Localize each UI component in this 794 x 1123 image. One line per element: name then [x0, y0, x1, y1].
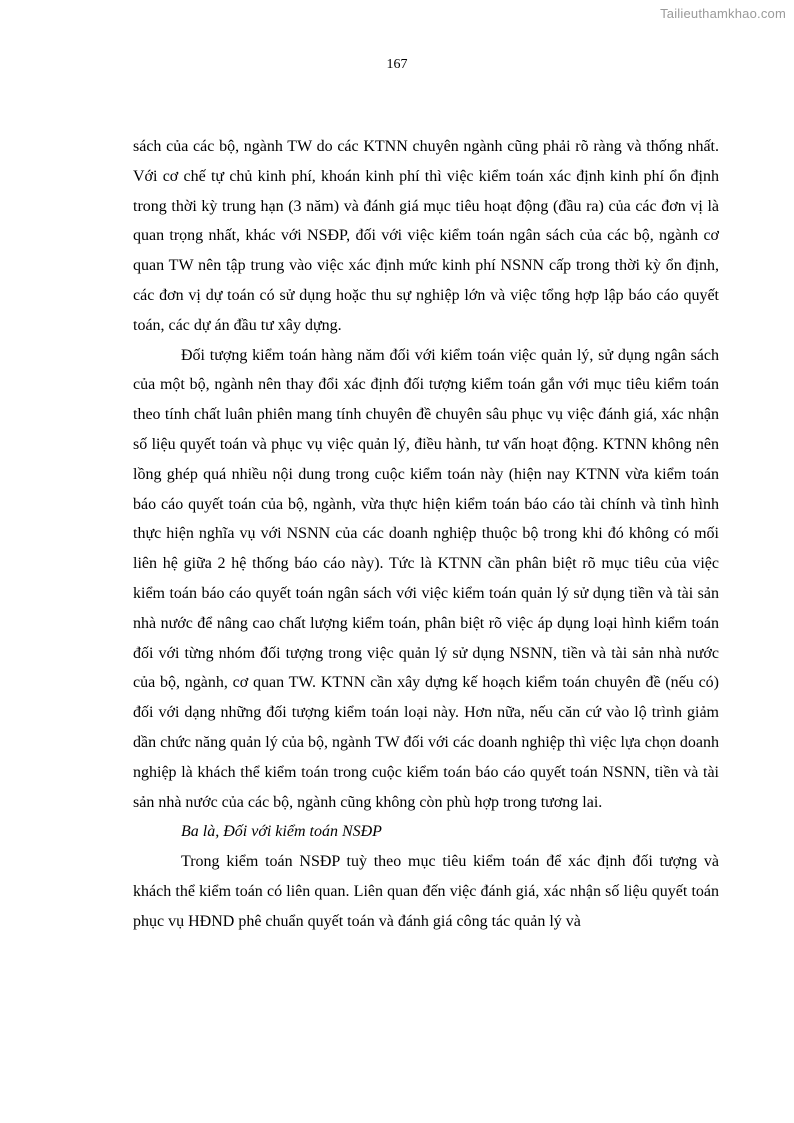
watermark-text: Tailieuthamkhao.com	[660, 6, 786, 21]
paragraph-audit-subjects: Đối tượng kiểm toán hàng năm đối với kiểm toán việc quản lý, sử dụng ngân sách của một bộ, ngành nên thay đổi xác định đối tượng kiểm toán gắn với mục tiêu kiểm toán theo tính chất luân phiên mang tính chuyên đề chuyên sâu phục vụ việc đánh giá, xác nhận số liệu quyết toán và phục vụ việc quản lý, điều hành, tư vấn hoạt động. KTNN không nên lồng ghép quá nhiều nội dung trong cuộc kiểm toán này (hiện nay KTNN vừa kiểm toán báo cáo quyết toán của bộ, ngành, vừa thực hiện kiểm toán báo cáo tài chính và tình hình thực hiện nghĩa vụ với NSNN của các doanh nghiệp thuộc bộ trong khi đó không có mối liên hệ giữa 2 hệ thống báo cáo này). Tức là KTNN cần phân biệt rõ mục tiêu của việc kiểm toán báo cáo quyết toán ngân sách với việc kiểm toán quản lý sử dụng tiền và tài sản nhà nước để nâng cao chất lượng kiểm toán, phân biệt rõ việc áp dụng loại hình kiểm toán đối với từng nhóm đối tượng trong việc quản lý sử dụng NSNN, tiền và tài sản nhà nước của bộ, ngành, cơ quan TW. KTNN cần xây dựng kế hoạch kiểm toán chuyên đề (nếu có) đối với dạng những đối tượng kiểm toán loại này. Hơn nữa, nếu căn cứ vào lộ trình giảm dần chức năng quản lý của bộ, ngành TW đối với các doanh nghiệp thì việc lựa chọn doanh nghiệp là khách thể kiểm toán trong cuộc kiểm toán báo cáo quyết toán NSNN, tiền và tài sản nhà nước của các bộ, ngành cũng không còn phù hợp trong tương lai.	[133, 346, 719, 811]
paragraph-local-budget: Trong kiểm toán NSĐP tuỳ theo mục tiêu kiểm toán để xác định đối tượng và khách thể kiểm toán có liên quan. Liên quan đến việc đánh giá, xác nhận số liệu quyết toán phục vụ HĐND phê chuẩn quyết toán và đánh giá công tác quản lý và	[133, 853, 719, 930]
document-body	[133, 132, 719, 937]
section-heading: Ba là, Đối với kiểm toán NSĐP	[181, 823, 382, 841]
paragraph-continuation: sách của các bộ, ngành TW do các KTNN chuyên ngành cũng phải rõ ràng và thống nhất. Với cơ chế tự chủ kinh phí, khoán kinh phí thì việc kiểm toán xác định kinh phí ổn định trong thời kỳ trung hạn (3 năm) và đánh giá mục tiêu hoạt động (đầu ra) của các đơn vị là quan trọng nhất, khác với NSĐP, đối với việc kiểm toán ngân sách của các bộ, ngành cơ quan TW nên tập trung vào việc xác định mức kinh phí NSNN cấp trong thời kỳ ổn định, các đơn vị dự toán có sử dụng hoặc thu sự nghiệp lớn và việc tổng hợp lập báo cáo quyết toán, các dự án đầu tư xây dựng.	[133, 138, 719, 334]
page-number: 167	[386, 57, 408, 72]
